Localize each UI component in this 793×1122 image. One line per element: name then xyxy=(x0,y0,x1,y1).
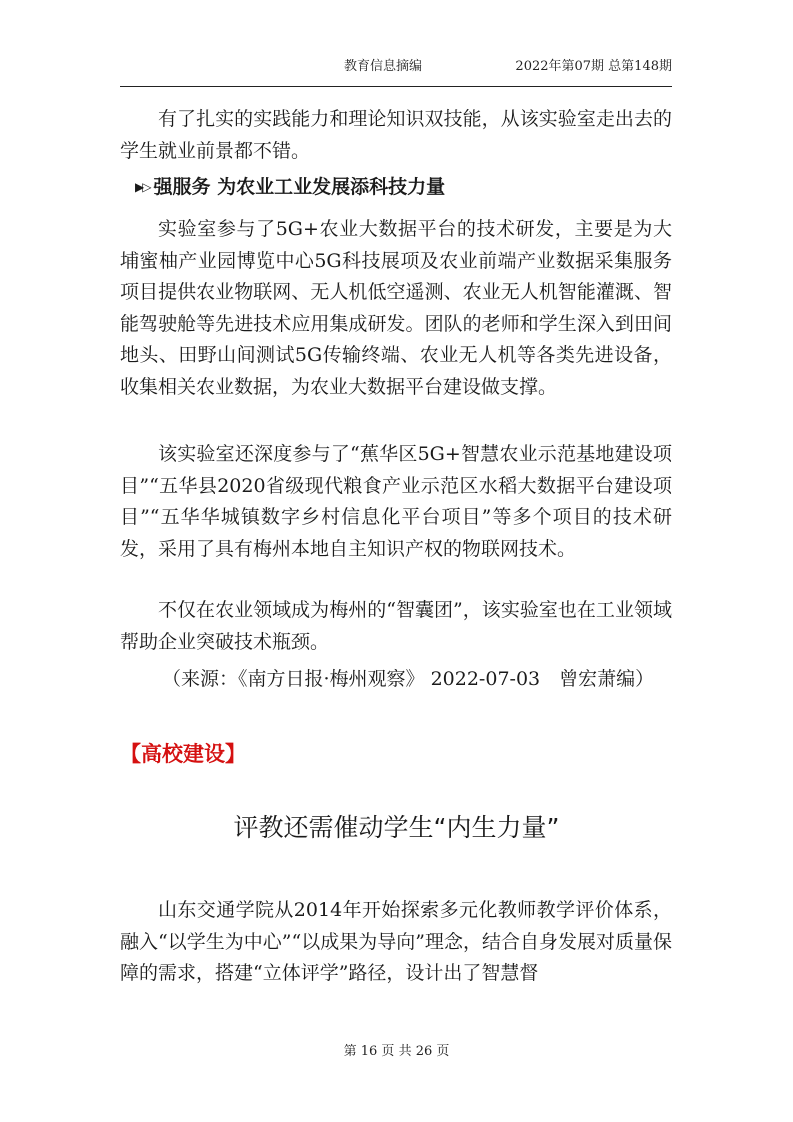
section-title: 强服务 为农业工业发展添科技力量 xyxy=(153,176,446,198)
paragraph-employment: 有了扎实的实践能力和理论知识双技能，从该实验室走出去的学生就业前景都不错。 xyxy=(120,108,672,162)
article-intro: 山东交通学院从2014年开始探索多元化教师教学评价体系，融入“以学生为中心”“以成果为导向”理念，结合自身发展对质量保障的需求，搭建“立体评学”路径，设计出了智慧督 xyxy=(120,899,672,984)
section-heading xyxy=(135,172,445,203)
issue-number: 2022年第07期 总第148期 xyxy=(515,59,672,74)
paragraph-research: 实验室参与了5G+农业大数据平台的技术研发，主要是为大埔蜜柚产业园博览中心5G科技展项及农业前端产业数据采集服务项目提供农业物联网、无人机低空遥测、农业无人机智能灌溉、智能驾驶舱等先进技术应用集成研发。团队的老师和学生深入到田间地头、田野山间测试5G传输终端、农业无人机等各类先进设备，收集相关农业数据，为农业大数据平台建设做支撑。 xyxy=(120,218,672,398)
category-tag: 【高校建设】 xyxy=(120,742,246,766)
paragraph-projects: 该实验室还深度参与了“蕉华区5G+智慧农业示范基地建设项目”“五华县2020省级现代粮食产业示范区水稻大数据平台建设项目”“五华华城镇数字乡村信息化平台项目”等多个项目的技术研发，采用了具有梅州本地自主知识产权的物联网技术。 xyxy=(120,443,672,560)
publication-name: 教育信息摘编 xyxy=(344,59,423,74)
page-footer: 第 16 页 共 26 页 xyxy=(343,1044,450,1059)
article-title: 评教还需催动学生“内生力量” xyxy=(233,813,560,842)
page-header xyxy=(120,0,672,87)
paragraph-industry: 不仅在农业领域成为梅州的“智囊团”，该实验室也在工业领域帮助企业突破技术瓶颈。 xyxy=(120,599,672,653)
triangle-arrow-icon: ▶▷ xyxy=(135,180,150,194)
source-citation: （来源：《南方日报·梅州观察》 2022-07-03 曾宏萧编） xyxy=(162,668,655,690)
